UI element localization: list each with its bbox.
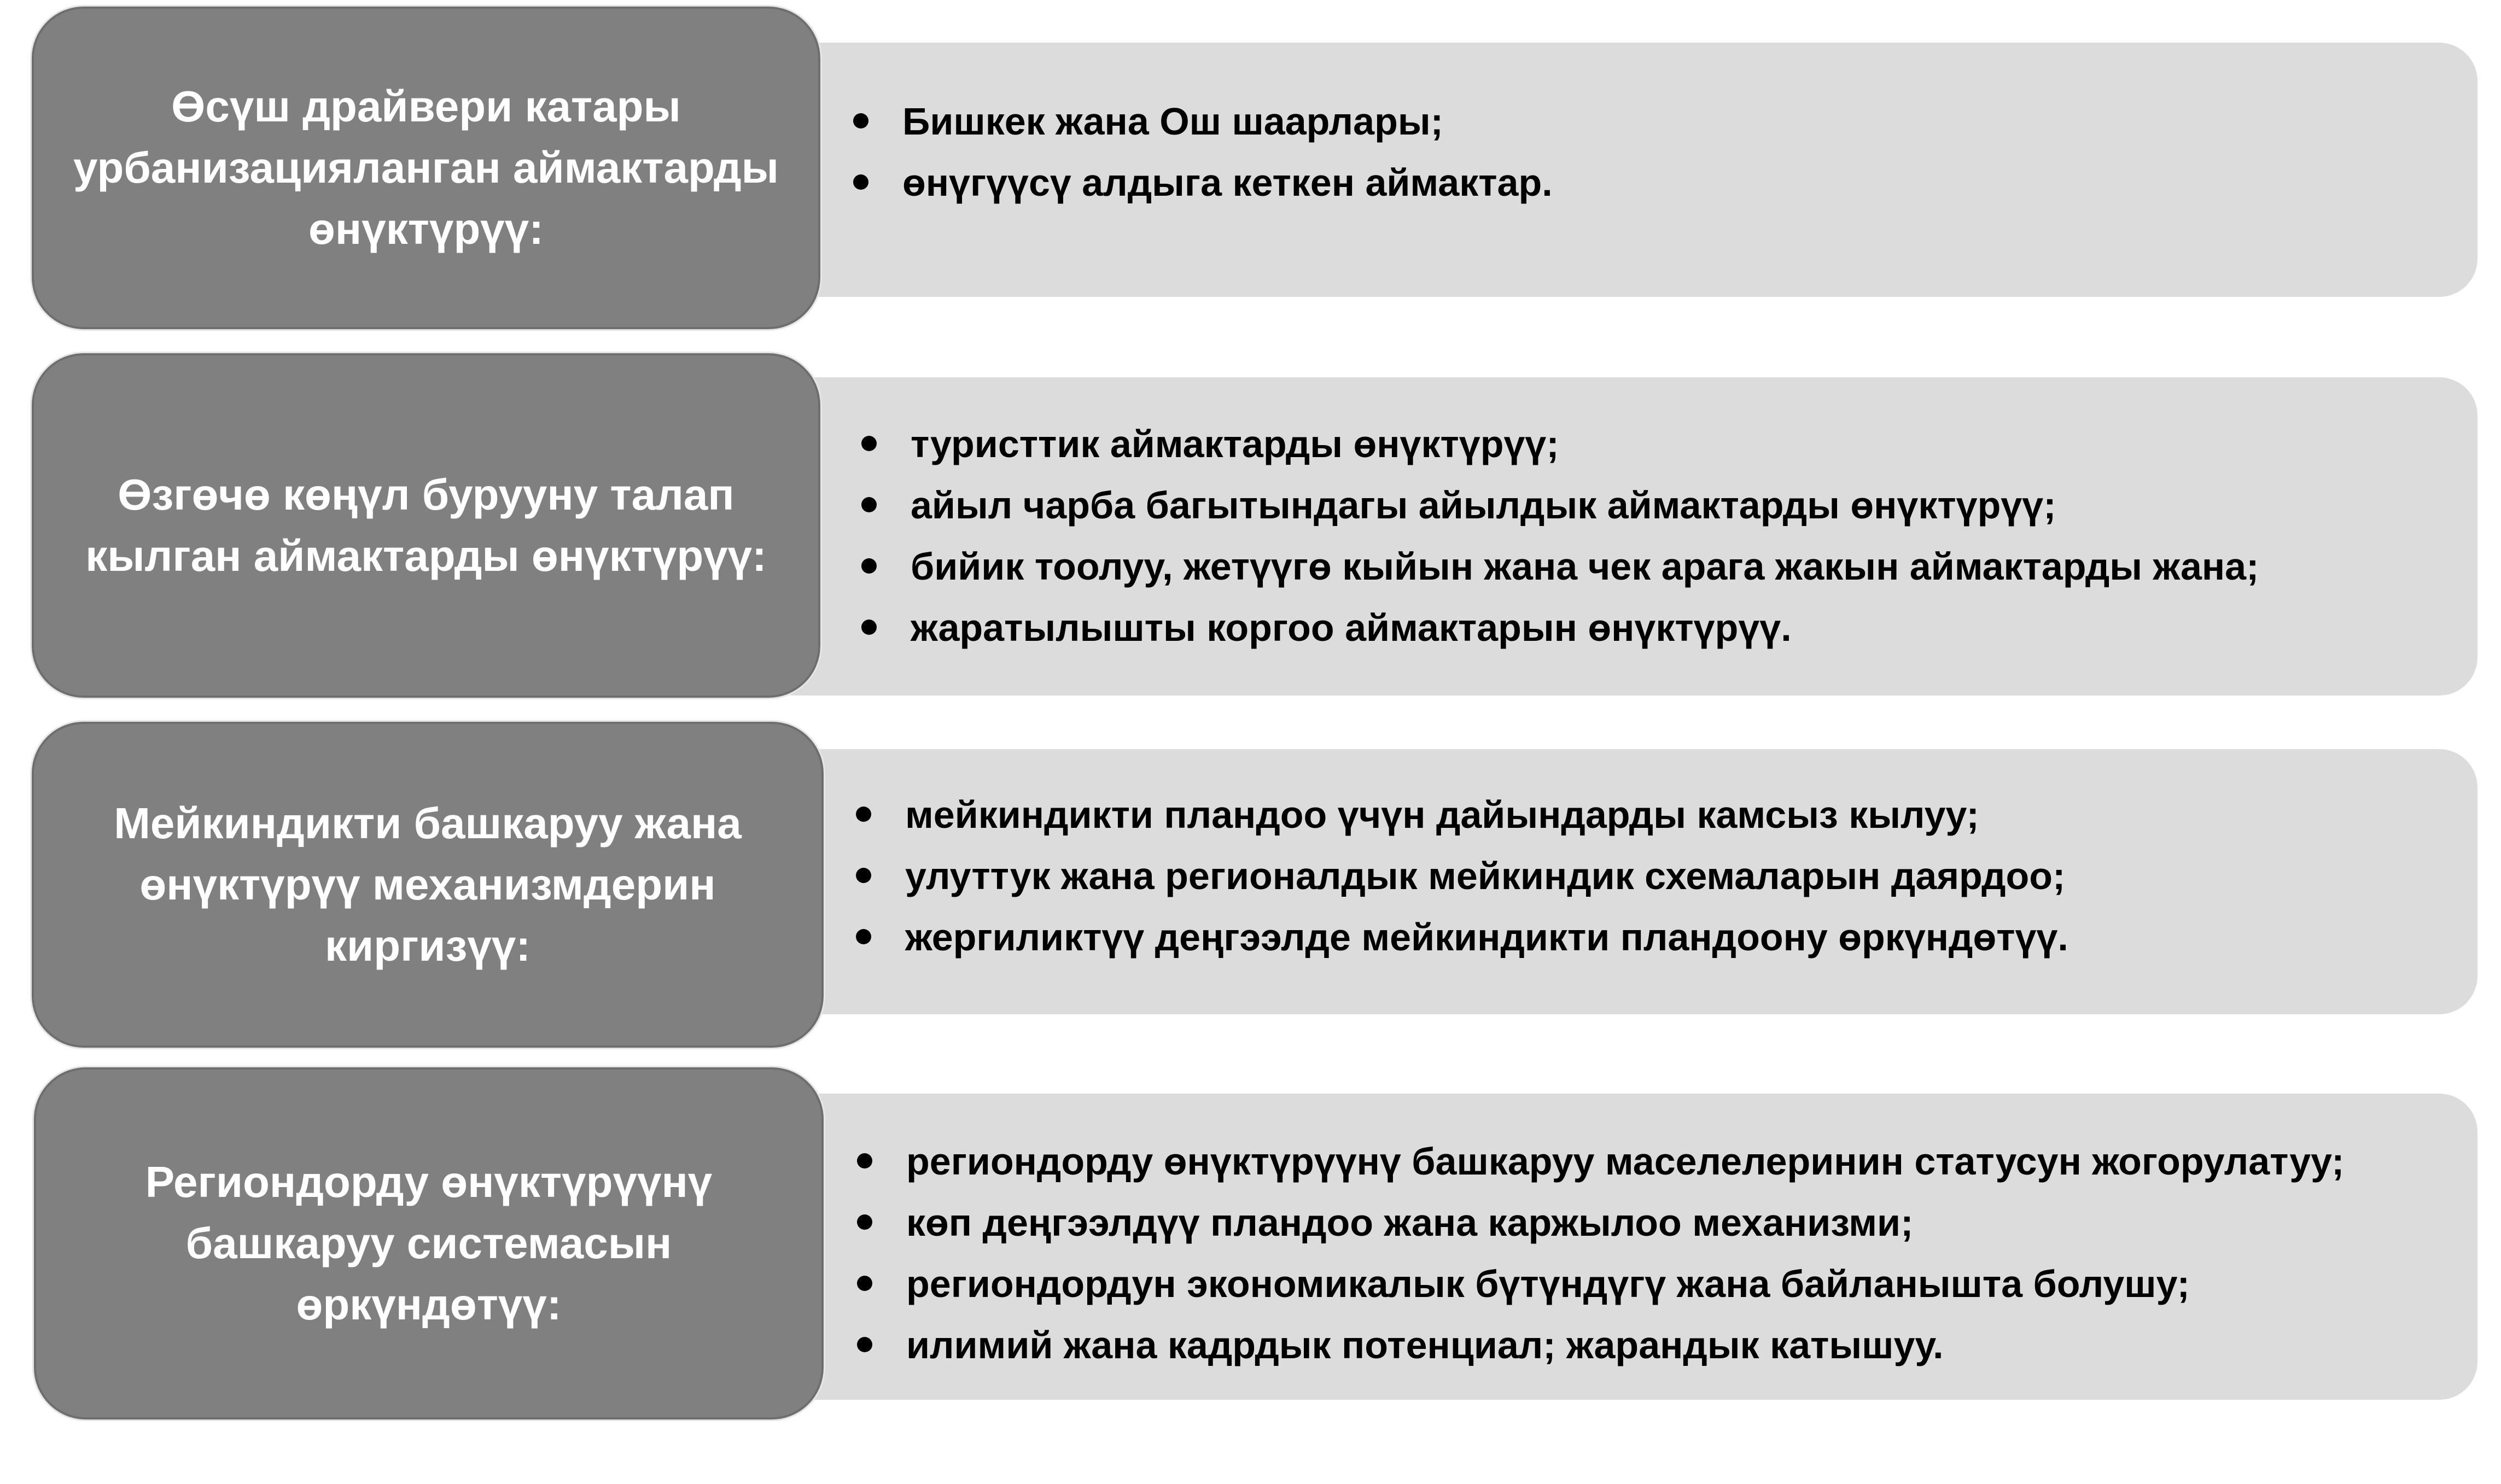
bullet-list <box>861 413 2259 658</box>
bullet-dot-icon <box>856 868 871 883</box>
bullet-dot-icon <box>856 929 871 944</box>
bullet-dot-icon <box>856 807 871 822</box>
list-item: улуттук жана регионалдык мейкиндик схемаларын даярдоо; <box>856 845 2068 907</box>
bullet-dot-icon <box>861 620 877 635</box>
bullet-dot-icon <box>861 558 877 574</box>
bullet-dot-icon <box>853 174 868 190</box>
list-item: көп деңгээлдүү пландоо жана каржылоо механизми; <box>857 1192 2344 1253</box>
list-item: региондорду өнүктүрүүнү башкаруу маселелеринин статусун жогорулатуу; <box>857 1131 2344 1192</box>
bullet-list <box>857 1131 2344 1376</box>
bullet-dot-icon <box>861 497 877 512</box>
label-box-special-attention-regions <box>32 353 820 698</box>
bullet-dot-icon <box>853 113 868 128</box>
bullet-dot-icon <box>857 1276 872 1291</box>
bullet-list <box>856 784 2068 968</box>
list-item: өнүгүүсү алдыга кеткен аймактар. <box>853 152 1553 213</box>
label-box-urbanized-regions <box>32 7 820 329</box>
list-item: мейкиндикти пландоо үчүн дайындарды камсыз кылуу; <box>856 784 2068 845</box>
row-title: Өсүш драйвери катары урбанизацияланган аймактарды өнүктүрүү: <box>73 82 779 253</box>
list-item: региондордун экономикалык бүтүндүгү жана байланышта болушу; <box>857 1253 2344 1314</box>
bullet-dot-icon <box>857 1153 872 1168</box>
row-title: Мейкиндикти башкаруу жана өнүктүрүү механизмдерин киргизүү: <box>114 799 742 970</box>
list-item: бийик тоолуу, жетүүгө кыйын жана чек арага жакын аймактарды жана; <box>861 536 2259 597</box>
row-title: Региондорду өнүктүрүүнү башкаруу системасын өркүндөтүү: <box>145 1158 713 1329</box>
list-item: жергиликтүү деңгээлде мейкиндикти пландоону өркүндөтүү. <box>856 907 2068 968</box>
list-item: илимий жана кадрдык потенциал; жарандык катышуу. <box>857 1314 2344 1376</box>
bullet-list <box>853 91 1553 213</box>
list-item: Бишкек жана Ош шаарлары; <box>853 91 1553 152</box>
label-box-regional-governance <box>34 1067 824 1419</box>
bullet-dot-icon <box>857 1214 872 1230</box>
list-item: туристтик аймактарды өнүктүрүү; <box>861 413 2259 475</box>
label-box-spatial-management <box>32 722 824 1048</box>
bullet-dot-icon <box>861 436 877 451</box>
bullet-dot-icon <box>857 1337 872 1352</box>
row-title: Өзгөчө көңүл бурууну талап кылган аймактарды өнүктүрүү: <box>85 470 767 580</box>
list-item: жаратылышты коргоо аймактарын өнүктүрүү. <box>861 597 2259 658</box>
list-item: айыл чарба багытындагы айылдык аймактарды өнүктүрүү; <box>861 475 2259 536</box>
